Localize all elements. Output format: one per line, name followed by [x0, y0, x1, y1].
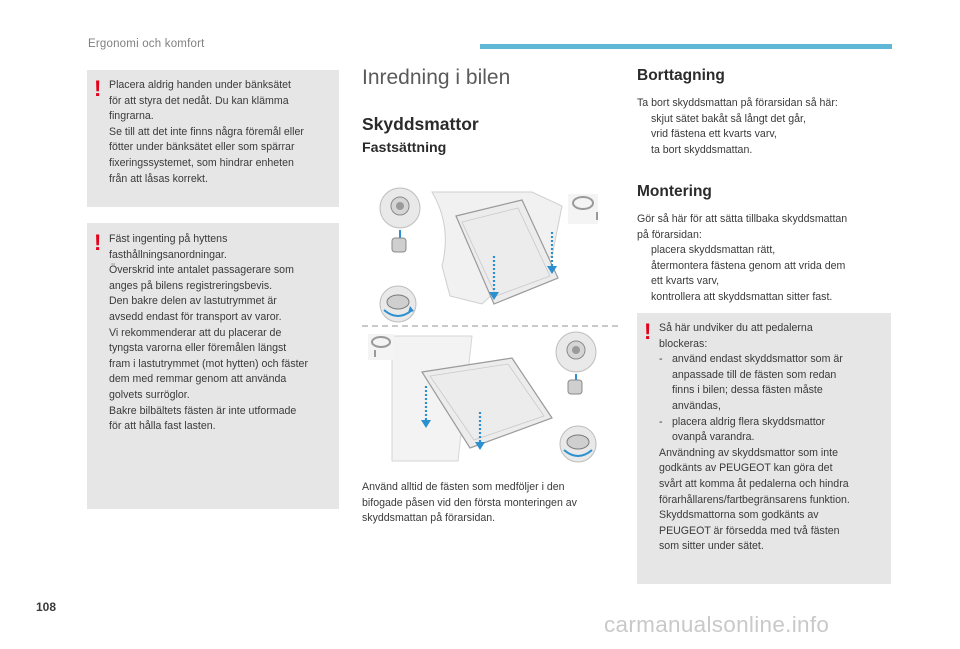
- mounting-instructions: [637, 212, 847, 306]
- warning-dash-cont: finns i bilen; dessa fästen måste: [672, 384, 823, 397]
- warning-line: för att hålla fast lasten.: [109, 420, 216, 433]
- page-number: 108: [36, 600, 57, 614]
- warning-line: förarhållarens/fartbegränsarens funktion.: [659, 493, 850, 506]
- warning-line: fixeringssystemet, som hindrar enheten: [109, 156, 294, 169]
- heading-mounting: Montering: [637, 183, 712, 200]
- warning-line: svårt att komma åt pedalerna och hindra: [659, 477, 849, 490]
- warning-box-pedals: [637, 313, 891, 584]
- removal-instructions: [637, 96, 838, 158]
- mounting-intro: Gör så här för att sätta tillbaka skyddsmattan: [637, 213, 848, 225]
- warning-line: Bakre bilbältets fästen är inte utformade: [109, 404, 297, 417]
- warning-line: Överskrid inte antalet passagerare som: [109, 264, 294, 277]
- warning-line: tyngsta varorna eller föremålen längst: [109, 342, 287, 355]
- warning-line: Den bakre delen av lastutrymmet är: [109, 295, 277, 308]
- mounting-step: placera skyddsmattan rätt,: [651, 244, 776, 257]
- warning-dash-item: - använd endast skyddsmattor som är: [659, 352, 881, 368]
- steering-wheel-icon: [368, 334, 394, 360]
- caption-line: skyddsmattan på förarsidan.: [362, 512, 496, 525]
- warning-line: från att låsas korrekt.: [109, 172, 208, 185]
- heading-floor-mats: Skyddsmattor: [362, 114, 479, 134]
- warning-line: Placera aldrig handen under bänksätet: [109, 79, 291, 91]
- warning-box-cargo: [87, 223, 339, 509]
- warning-line: fingrarna.: [109, 110, 154, 123]
- warning-line: golvets surröglor.: [109, 388, 190, 401]
- figure-caption: [362, 480, 577, 527]
- warning-line: Användning av skyddsmattor som inte: [659, 446, 839, 459]
- warning-line: fasthållningsanordningar.: [109, 248, 227, 261]
- dash-marker: -: [659, 353, 663, 366]
- warning-line: PEUGEOT är försedda med två fästen: [659, 524, 840, 537]
- warning-dash-item: - placera aldrig flera skyddsmattor: [659, 415, 881, 431]
- caption-line: Använd alltid de fästen som medföljer i den: [362, 481, 565, 493]
- warning-icon: !: [94, 230, 102, 255]
- warning-dash-cont: anpassade till de fästen som redan: [672, 368, 837, 381]
- caption-line: bifogade påsen vid den första monteringen av: [362, 496, 577, 509]
- upper-scene: [380, 188, 598, 322]
- warning-dash-cont: användas,: [672, 399, 721, 412]
- dash-marker: -: [659, 415, 663, 428]
- mounting-step-cont: ett kvarts varv,: [651, 275, 720, 288]
- mounting-step: återmontera fästena genom att vrida dem: [651, 259, 846, 272]
- warning-line: blockeras:: [659, 337, 708, 350]
- warning-line: fötter under bänksätet eller som spärrar: [109, 141, 295, 154]
- heading-removal: Borttagning: [637, 67, 725, 84]
- warning-line: för att styra det nedåt. Du kan klämma: [109, 94, 289, 107]
- chapter-accent-bar: [480, 44, 892, 49]
- removal-step: vrid fästena ett kvarts varv,: [651, 128, 777, 141]
- warning-line: som sitter under sätet.: [659, 540, 764, 553]
- warning-icon: !: [94, 76, 102, 101]
- warning-icon: !: [644, 319, 652, 344]
- warning-line: godkänts av PEUGEOT kan göra det: [659, 462, 833, 475]
- warning-dash-cont: ovanpå varandra.: [672, 431, 755, 444]
- removal-step: skjut sätet bakåt så långt det går,: [651, 112, 806, 125]
- removal-intro: Ta bort skyddsmattan på förarsidan så här:: [637, 97, 838, 109]
- subheading-fitting: Fastsättning: [362, 140, 447, 156]
- removal-step: ta bort skyddsmattan.: [651, 143, 753, 156]
- steering-wheel-icon: [568, 194, 598, 224]
- warning-line: Så här undviker du att pedalerna: [659, 322, 813, 334]
- chapter-title: Ergonomi och komfort: [88, 38, 205, 50]
- watermark: carmanualsonline.info: [604, 612, 830, 637]
- warning-line: Vi rekommenderar att du placerar de: [109, 326, 282, 339]
- mounting-step: kontrollera att skyddsmattan sitter fast.: [651, 290, 833, 303]
- mounting-intro: på förarsidan:: [637, 228, 702, 241]
- section-title: Inredning i bilen: [362, 66, 511, 89]
- warning-line: fram i lastutrymmet (mot hytten) och fäster: [109, 357, 308, 370]
- warning-line: Skyddsmattorna som godkänts av: [659, 509, 819, 522]
- warning-line: anges på bilens registreringsbevis.: [109, 279, 273, 292]
- warning-line: Se till att det inte finns några föremål eller: [109, 125, 304, 138]
- warning-line: avsedd endast för transport av varor.: [109, 310, 282, 323]
- lower-scene: [368, 332, 596, 462]
- warning-line: dem med remmar genom att använda: [109, 373, 287, 386]
- warning-line: Fäst ingenting på hyttens: [109, 233, 228, 245]
- floor-mat-illustration: [362, 186, 618, 464]
- warning-box-seat: [87, 70, 339, 207]
